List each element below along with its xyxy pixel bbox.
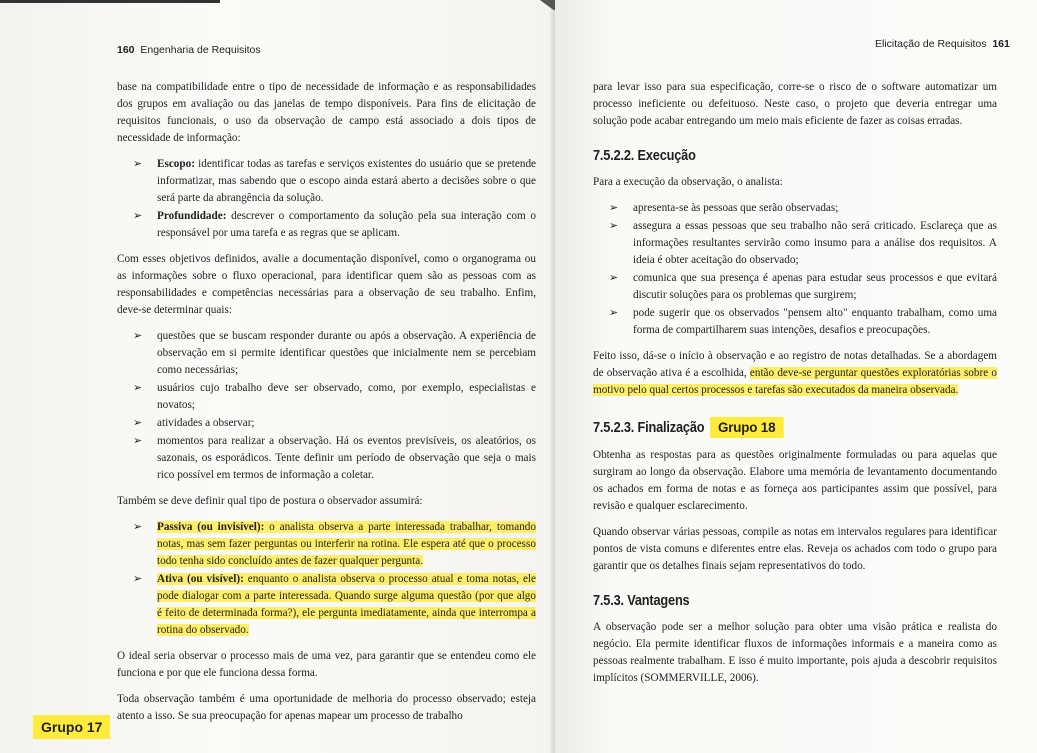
highlighted-text: Passiva (ou invisível): o analista observa a parte interessada trabalhar, tomando notas, mas sem fazer perguntas ou interferir na rotina. Ele espera até que o processo todo tenha sido concluído antes de fazer qualquer pergunta. <box>157 521 536 567</box>
term: Ativa (ou visível): <box>157 573 244 585</box>
section-heading: 7.5.3. Vantagens <box>593 593 690 609</box>
section-heading: 7.5.2.3. Finalização Grupo 18 <box>593 417 949 438</box>
determine-list <box>117 328 536 484</box>
bullet-icon: ➢ <box>133 210 143 222</box>
paragraph: Obtenha as respostas para as questões originalmente formuladas ou para aquelas que surgiram ao longo da observação. Elabore uma memória de levantamento documentando os achados em forma de notas e as forneça aos participantes assim que possível, para revisão e qualquer esclarecimento. <box>593 449 997 512</box>
paragraph: Também se deve definir qual tipo de postura o observador assumirá: <box>117 495 423 507</box>
list-item: ➢ questões que se buscam responder durante ou após a observação. A experiência de observação em si permite identificar questões que inicialmente nem se percebiam como necessárias; <box>133 330 536 376</box>
paragraph: Com esses objetivos definidos, avalie a documentação disponível, como o organograma ou as informações sobre o fluxo operacional, para identificar quem são as pessoas com as responsabilidades e competências necessárias para a observação de seu trabalho. Enfim, deve-se determinar quais: <box>117 253 536 316</box>
right-page-body <box>593 79 997 696</box>
chapter-title: Elicitação de Requisitos <box>875 38 987 50</box>
paragraph: O ideal seria observar o processo mais de uma vez, para garantir que se entendeu como ele funciona e por que ele funciona dessa forma. <box>117 650 536 679</box>
list-item: ➢ momentos para realizar a observação. Há os eventos previsíveis, os aleatórios, os sazonais, os esporádicos. Tente definir um período de observação que seja o mais rico possível em termos de informação a coletar. <box>133 435 536 481</box>
left-page-header <box>117 44 261 56</box>
posture-list <box>117 519 536 639</box>
bullet-icon: ➢ <box>609 272 619 284</box>
paragraph: base na compatibilidade entre o tipo de necessidade de informação e as responsabilidades dos grupos em avaliação ou das janelas de tempo disponíveis. Para fins de elicitação de requisitos funcionais, o uso da observação de campo está associado a dois tipos de necessidade de informação: <box>117 81 536 144</box>
term: Escopo: <box>157 158 195 170</box>
right-page-header <box>875 38 1010 50</box>
list-item: ➢ apresenta-se às pessoas que serão observadas; <box>593 200 997 217</box>
paragraph: para levar isso para sua especificação, corre-se o risco de o software automatizar um processo ineficiente ou defeituoso. Neste caso, o projeto que deveria entregar uma solução pode acabar entregando um meio mais eficiente de fazer as coisas erradas. <box>593 81 997 127</box>
highlighted-text: então deve-se perguntar questões exploratórias sobre o motivo pelo qual certos processos e tarefas são executados da maneira observada. <box>593 367 997 396</box>
list-item: ➢ assegura a essas pessoas que seu trabalho não será criticado. Esclareça que as informações resultantes servirão como insumo para a análise dos requisitos. A ideia é obter aceitação do observado; <box>609 220 997 266</box>
group-17-label: Grupo 17 <box>33 715 110 739</box>
bullet-icon: ➢ <box>133 330 143 342</box>
list-item: ➢ pode sugerir que os observados "pensem alto" enquanto trabalham, como uma forma de compartilharem suas intenções, desafios e preocupações. <box>609 307 997 336</box>
group-18-label: Grupo 18 <box>710 417 783 438</box>
right-page-number: 161 <box>992 38 1010 50</box>
paragraph: Quando observar várias pessoas, compile as notas em intervalos regulares para identificar pontos de vista comuns e diferentes entre elas. Reveja os achados com todo o grupo para garantir que os detalhes finais sejam representativos do todo. <box>593 526 997 572</box>
left-page-number: 160 <box>117 44 135 56</box>
bullet-icon: ➢ <box>133 435 143 447</box>
list-item: ➢ Escopo: identificar todas as tarefas e serviços existentes do usuário que se pretende informatizar, mas sabendo que o escopo ainda estará aberto a decisões sobre o que será parte da abrangência da solução. <box>133 158 536 204</box>
top-rule <box>0 0 220 3</box>
book-title: Engenharia de Requisitos <box>140 44 261 56</box>
bullet-icon: ➢ <box>609 220 619 232</box>
info-needs-list <box>117 156 536 242</box>
paragraph: A observação pode ser a melhor solução para obter uma visão prática e realista do negócio. Ela permite identificar fluxos de informações informais e a maneira como as pessoas realmente trabalham. E isso é muito importante, pois ajuda a descobrir requisitos implícitos (SOMMERVILLE, 2006). <box>593 621 997 684</box>
right-page <box>555 0 1037 753</box>
bullet-icon: ➢ <box>133 417 143 429</box>
left-page-body <box>117 79 536 734</box>
bullet-icon: ➢ <box>609 307 619 319</box>
bullet-icon: ➢ <box>133 382 143 394</box>
bullet-icon: ➢ <box>609 202 619 214</box>
list-item: ➢ comunica que sua presença é apenas para estudar seus processos e que evitará discutir soluções para os problemas que surgirem; <box>609 272 997 301</box>
list-item <box>117 571 536 639</box>
bullet-icon: ➢ <box>133 158 143 170</box>
highlighted-text: Ativa (ou visível): enquanto o analista observa o processo atual e toma notas, ele pode dialogar com a parte interessada. Quando surge alguma questão (por que algo é feito de determinada forma?), ele pergunta imediatamente, ainda que interrompa a rotina do observado. <box>157 573 536 636</box>
term: Passiva (ou invisível): <box>157 521 265 533</box>
list-item: ➢ usuários cujo trabalho deve ser observado, como, por exemplo, especialistas e novatos; <box>133 382 536 411</box>
paragraph: Para a execução da observação, o analista: <box>593 176 783 188</box>
bullet-icon: ➢ <box>133 573 143 585</box>
paragraph: Feito isso, dá-se o início à observação e ao registro de notas detalhadas. Se a abordagem de observação ativa é a escolhida, então deve-se perguntar questões exploratórias sobre o motivo pelo qual certos processos e tarefas são executados da maneira observada. <box>593 350 997 396</box>
list-item: ➢ atividades a observar; <box>117 415 536 432</box>
section-heading: 7.5.2.2. Execução <box>593 148 696 164</box>
paragraph: Toda observação também é uma oportunidade de melhoria do processo observado; esteja atento a isso. Se sua preocupação for apenas mapear um processo de trabalho <box>117 693 536 722</box>
execution-list <box>593 200 997 339</box>
list-item: ➢ Profundidade: descrever o comportamento da solução pela sua interação com o responsável por uma tarefa e as regras que se aplicam. <box>133 210 536 239</box>
bullet-icon: ➢ <box>133 521 143 533</box>
list-item <box>117 519 536 570</box>
term: Profundidade: <box>157 210 227 222</box>
